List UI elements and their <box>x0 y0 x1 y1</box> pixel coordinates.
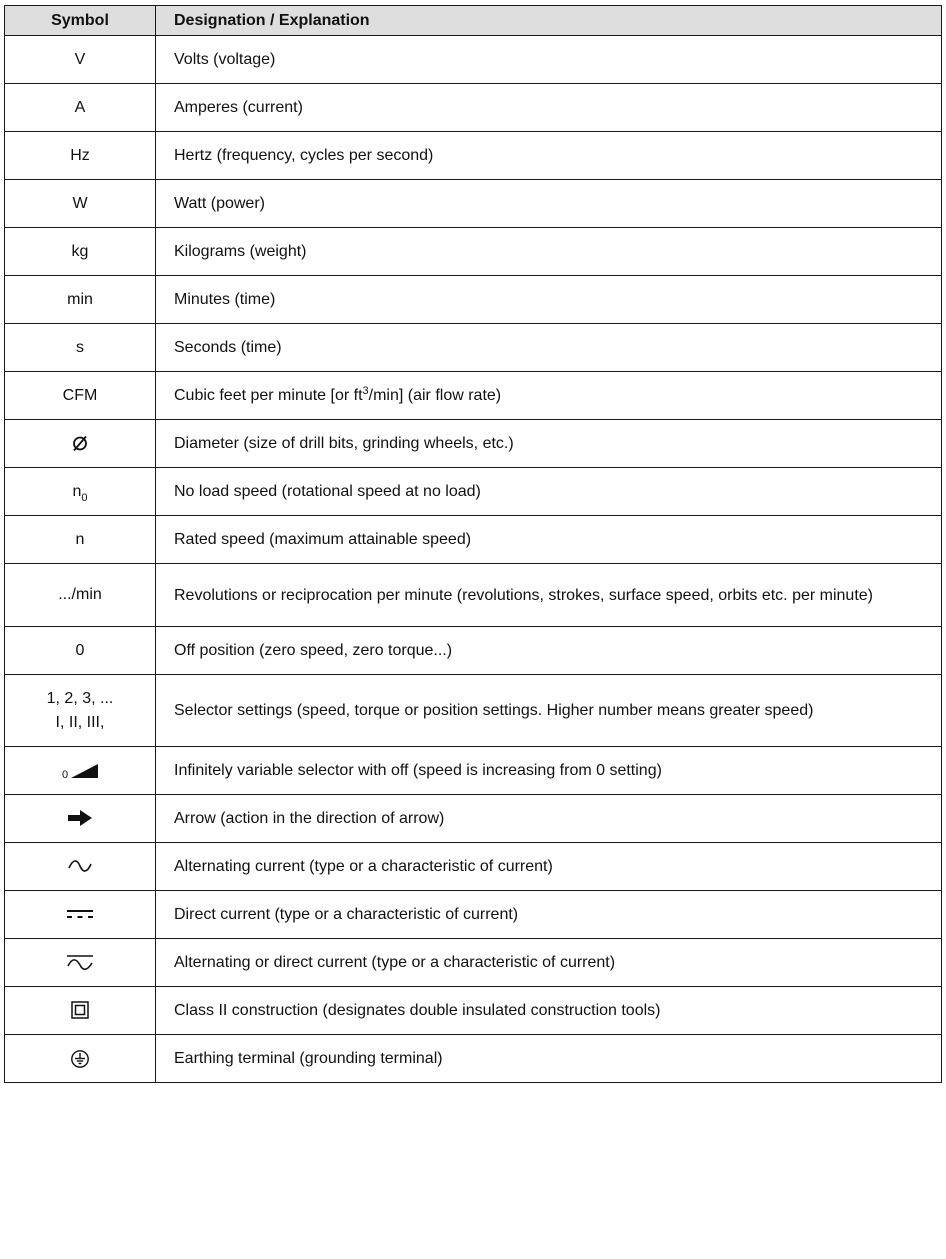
explanation-text: Cubic feet per minute [or ft <box>174 387 363 404</box>
variable-selector-icon <box>60 762 100 779</box>
explanation-cell: Volts (voltage) <box>156 36 942 84</box>
diameter-icon <box>71 435 89 452</box>
symbol-cell: kg <box>5 228 156 276</box>
explanation-text: /min] (air flow rate) <box>368 387 502 404</box>
symbol-cell: V <box>5 36 156 84</box>
table-row <box>5 939 942 987</box>
explanation-cell: Seconds (time) <box>156 324 942 372</box>
symbol-cell: CFM <box>5 372 156 420</box>
symbol-cell: W <box>5 180 156 228</box>
table-row <box>5 675 942 747</box>
alternating-current-icon <box>67 858 93 875</box>
ac-dc-current-icon <box>66 954 94 971</box>
table-header-row <box>5 6 942 36</box>
symbol-cell: n <box>5 516 156 564</box>
explanation-cell: Watt (power) <box>156 180 942 228</box>
table-row <box>5 516 942 564</box>
table-row <box>5 420 942 468</box>
table-row <box>5 468 942 516</box>
symbol-cell <box>5 939 156 987</box>
table-row <box>5 891 942 939</box>
symbol-cell <box>5 795 156 843</box>
symbol-line: I, II, III, <box>55 713 105 731</box>
symbol-cell: A <box>5 84 156 132</box>
earthing-terminal-icon <box>70 1050 90 1067</box>
symbol-cell <box>5 420 156 468</box>
symbol-cell <box>5 987 156 1035</box>
symbol-cell <box>5 1035 156 1083</box>
symbol-line: 1, 2, 3, ... <box>46 689 114 707</box>
table-row <box>5 84 942 132</box>
explanation-cell: No load speed (rotational speed at no load) <box>156 468 942 516</box>
symbol-cell <box>5 843 156 891</box>
table-row <box>5 132 942 180</box>
symbol-cell <box>5 747 156 795</box>
symbols-table <box>4 5 942 1083</box>
table-row <box>5 36 942 84</box>
table-row <box>5 228 942 276</box>
explanation-cell: Earthing terminal (grounding terminal) <box>156 1035 942 1083</box>
table-row <box>5 276 942 324</box>
explanation-cell: Rated speed (maximum attainable speed) <box>156 516 942 564</box>
explanation-cell: Kilograms (weight) <box>156 228 942 276</box>
table-row <box>5 372 942 420</box>
table-row <box>5 564 942 627</box>
superscript: 3 <box>362 385 369 397</box>
header-symbol: Symbol <box>5 6 156 36</box>
explanation-cell: Arrow (action in the direction of arrow) <box>156 795 942 843</box>
symbol-cell: .../min <box>5 564 156 627</box>
symbol-cell <box>5 675 156 747</box>
table-row <box>5 324 942 372</box>
table-row <box>5 843 942 891</box>
explanation-cell: Revolutions or reciprocation per minute (revolutions, strokes, surface speed, orbits etc. per minute) <box>156 564 942 627</box>
class-ii-construction-icon <box>71 1002 89 1019</box>
explanation-cell: Infinitely variable selector with off (speed is increasing from 0 setting) <box>156 747 942 795</box>
explanation-cell: Class II construction (designates double insulated construction tools) <box>156 987 942 1035</box>
explanation-cell <box>156 372 942 420</box>
symbol-cell: 0 <box>5 627 156 675</box>
symbol-cell: Hz <box>5 132 156 180</box>
table-row <box>5 747 942 795</box>
arrow-right-icon <box>67 810 93 827</box>
table-row <box>5 627 942 675</box>
subscript: 0 <box>81 491 88 504</box>
table-row <box>5 180 942 228</box>
table-row <box>5 1035 942 1083</box>
symbol-cell <box>5 891 156 939</box>
explanation-cell: Off position (zero speed, zero torque...) <box>156 627 942 675</box>
table-row <box>5 795 942 843</box>
explanation-cell: Amperes (current) <box>156 84 942 132</box>
explanation-cell: Alternating or direct current (type or a characteristic of current) <box>156 939 942 987</box>
symbol-text: n <box>72 482 82 500</box>
table-row <box>5 987 942 1035</box>
explanation-cell: Selector settings (speed, torque or position settings. Higher number means greater speed) <box>156 675 942 747</box>
symbol-cell: s <box>5 324 156 372</box>
explanation-cell: Minutes (time) <box>156 276 942 324</box>
symbol-cell <box>5 468 156 516</box>
header-designation: Designation / Explanation <box>156 6 942 36</box>
explanation-cell: Direct current (type or a characteristic of current) <box>156 891 942 939</box>
selector-zero-label: 0 <box>62 768 69 781</box>
direct-current-icon <box>66 906 94 923</box>
explanation-cell: Hertz (frequency, cycles per second) <box>156 132 942 180</box>
explanation-cell: Alternating current (type or a characteristic of current) <box>156 843 942 891</box>
explanation-cell: Diameter (size of drill bits, grinding wheels, etc.) <box>156 420 942 468</box>
symbol-cell: min <box>5 276 156 324</box>
